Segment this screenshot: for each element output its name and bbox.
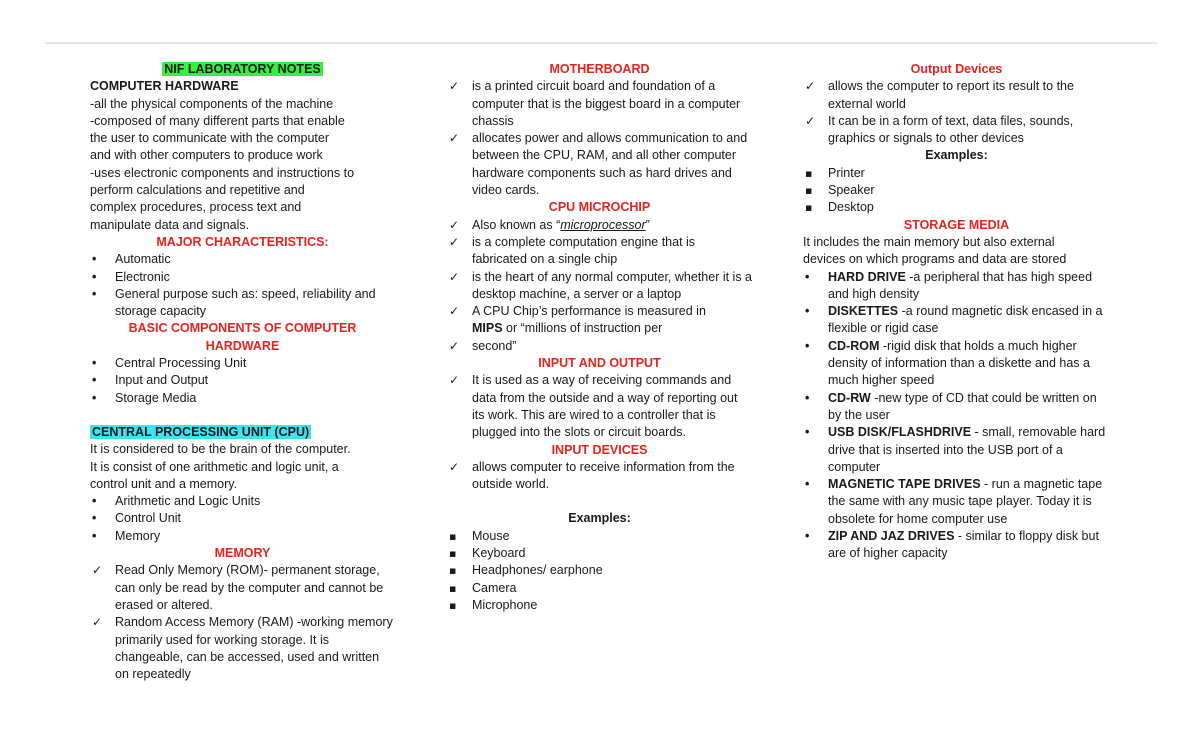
- list-item: ✓ is a complete computation engine that is fabricated on a single chip: [447, 234, 752, 269]
- cpu-line: control unit and a memory.: [90, 476, 238, 491]
- hardware-line: and with other computers to produce work: [90, 148, 323, 163]
- input-examples-list: [447, 528, 752, 614]
- storage-term: USB DISK/FLASHDRIVE: [828, 425, 972, 440]
- storage-line: It includes the main memory but also external: [803, 234, 1055, 249]
- hardware-line: the user to communicate with the computer: [90, 131, 330, 146]
- memory-heading: MEMORY: [214, 546, 271, 561]
- list-item: ▪ Printer: [803, 165, 1110, 182]
- list-item: ✓ Random Access Memory (RAM) -working memory primarily used for working storage. It is changeable, can be accessed, used and written on repeatedly: [90, 614, 395, 683]
- list-item: • Automatic: [90, 251, 395, 268]
- list-item: • Input and Output: [90, 372, 395, 389]
- aka-term: microprocessor: [560, 217, 646, 232]
- list-item: ▪ Desktop: [803, 199, 1110, 216]
- basic-components-list: [90, 355, 395, 407]
- input-output-heading: INPUT AND OUTPUT: [538, 356, 661, 371]
- input-devices-heading: INPUT DEVICES: [551, 442, 648, 457]
- storage-line: devices on which programs and data are stored: [803, 252, 1067, 267]
- list-item: ✓ second”: [447, 338, 752, 355]
- storage-desc: - small, removable hard drive that is inserted into the USB port of a computer: [828, 425, 1106, 474]
- list-item: [447, 303, 752, 338]
- storage-desc: - similar to floppy disk but are of higher capacity: [828, 529, 1099, 561]
- memory-list: [90, 562, 395, 683]
- cpu-heading: CENTRAL PROCESSING UNIT (CPU): [92, 424, 310, 439]
- aka-prefix: Also known as “: [472, 217, 561, 232]
- hardware-line: -uses electronic components and instructions to: [90, 165, 355, 180]
- major-characteristics-list: [90, 251, 395, 320]
- storage-term: MAGNETIC TAPE DRIVES: [828, 477, 981, 492]
- storage-desc: - run a magnetic tape the same with any music tape player. Today it is obsolete for home computer use: [828, 477, 1103, 526]
- list-item: • Electronic: [90, 269, 395, 286]
- storage-text: [803, 234, 1110, 269]
- list-item: • Central Processing Unit: [90, 355, 395, 372]
- list-item: ▪ Keyboard: [447, 545, 752, 562]
- output-devices-heading: Output Devices: [910, 62, 1003, 76]
- examples-heading: Examples:: [568, 511, 631, 526]
- cpu-microchip-list: [447, 217, 752, 355]
- aka-suffix: ”: [645, 217, 650, 232]
- list-item: ✓ Read Only Memory (ROM)- permanent storage, can only be read by the computer and cannot be erased or altered.: [90, 562, 395, 614]
- hardware-heading: COMPUTER HARDWARE: [90, 79, 239, 94]
- list-item: [803, 303, 1110, 338]
- list-item: ✓ allocates power and allows communication to and between the CPU, RAM, and all other computer hardware components such as hard drives and video cards.: [447, 130, 752, 199]
- list-item: ▪ Camera: [447, 580, 752, 597]
- list-item: • Control Unit: [90, 510, 395, 527]
- cpu-line: It is consist of one arithmetic and logic unit, a: [90, 459, 339, 474]
- storage-media-list: [803, 269, 1110, 563]
- hardware-line: -all the physical components of the machine: [90, 96, 334, 111]
- input-devices-list: [447, 459, 752, 494]
- list-item: [803, 424, 1110, 476]
- hardware-line: perform calculations and repetitive and: [90, 183, 305, 198]
- examples-heading: Examples:: [925, 148, 988, 163]
- storage-term: DISKETTES: [828, 304, 899, 319]
- list-item: [447, 217, 752, 234]
- column-right: [803, 61, 1110, 563]
- column-left: [90, 61, 395, 683]
- storage-term: CD-ROM: [828, 338, 880, 353]
- list-item: [803, 390, 1110, 425]
- hardware-line: manipulate data and signals.: [90, 217, 250, 232]
- list-item: • Storage Media: [90, 390, 395, 407]
- list-item: ▪ Microphone: [447, 597, 752, 614]
- spacer: [90, 407, 395, 424]
- storage-desc: -a peripheral that has high speed and high density: [828, 269, 1093, 301]
- motherboard-heading: MOTHERBOARD: [549, 62, 650, 76]
- storage-term: CD-RW: [828, 390, 871, 405]
- spacer: [447, 493, 752, 510]
- hardware-text: [90, 96, 395, 234]
- list-item: ✓ allows the computer to report its result to the external world: [803, 78, 1110, 113]
- cpu-text: [90, 441, 395, 493]
- list-item: [803, 476, 1110, 528]
- list-item: ✓ is a printed circuit board and foundation of a computer that is the biggest board in a computer chassis: [447, 78, 752, 130]
- output-devices-list: [803, 78, 1110, 147]
- column-middle: [447, 61, 752, 614]
- list-item: ✓ is the heart of any normal computer, whether it is a desktop machine, a server or a laptop: [447, 269, 752, 304]
- storage-desc: -new type of CD that could be written on by the user: [828, 390, 1097, 422]
- notes-title-wrap: [90, 61, 395, 78]
- motherboard-list: [447, 78, 752, 199]
- major-characteristics-heading: MAJOR CHARACTERISTICS:: [156, 234, 329, 249]
- list-item: ▪ Speaker: [803, 182, 1110, 199]
- output-examples-list: [803, 165, 1110, 217]
- perf-prefix: A CPU Chip’s performance is measured in: [472, 304, 706, 319]
- list-item: ✓ It is used as a way of receiving commands and data from the outside and a way of reporting out its work. This are wired to a controller that is plugged into the slots or circuit boards.: [447, 372, 752, 441]
- storage-media-heading: STORAGE MEDIA: [903, 217, 1010, 232]
- list-item: • Memory: [90, 528, 395, 545]
- cpu-parts-list: [90, 493, 395, 545]
- storage-desc: -rigid disk that holds a much higher density of information than a diskette and has a much higher speed: [828, 338, 1090, 388]
- list-item: ▪ Mouse: [447, 528, 752, 545]
- hardware-line: -composed of many different parts that enable: [90, 113, 345, 128]
- list-item: [803, 338, 1110, 390]
- basic-components-heading: BASIC COMPONENTS OF COMPUTER: [128, 321, 357, 336]
- list-item: ▪ Headphones/ earphone: [447, 562, 752, 579]
- input-output-list: [447, 372, 752, 441]
- top-divider: [45, 42, 1157, 44]
- list-item: [803, 269, 1110, 304]
- cpu-heading-wrap: [90, 424, 395, 441]
- cpu-microchip-heading: CPU MICROCHIP: [548, 200, 651, 215]
- list-item: • Arithmetic and Logic Units: [90, 493, 395, 510]
- list-item: • General purpose such as: speed, reliability and storage capacity: [90, 286, 395, 321]
- storage-desc: -a round magnetic disk encased in a flexible or rigid case: [828, 304, 1103, 336]
- perf-suffix: or “millions of instruction per: [502, 321, 663, 336]
- perf-term: MIPS: [472, 321, 503, 336]
- notes-title: NIF LABORATORY NOTES: [164, 62, 321, 76]
- basic-components-heading-2: HARDWARE: [205, 338, 280, 353]
- hardware-line: complex procedures, process text and: [90, 200, 302, 215]
- list-item: ✓ It can be in a form of text, data files, sounds, graphics or signals to other devices: [803, 113, 1110, 148]
- list-item: [803, 528, 1110, 563]
- cpu-line: It is considered to be the brain of the computer.: [90, 442, 351, 457]
- storage-term: ZIP AND JAZ DRIVES: [828, 529, 955, 544]
- list-item: ✓ allows computer to receive information from the outside world.: [447, 459, 752, 494]
- storage-term: HARD DRIVE: [828, 269, 906, 284]
